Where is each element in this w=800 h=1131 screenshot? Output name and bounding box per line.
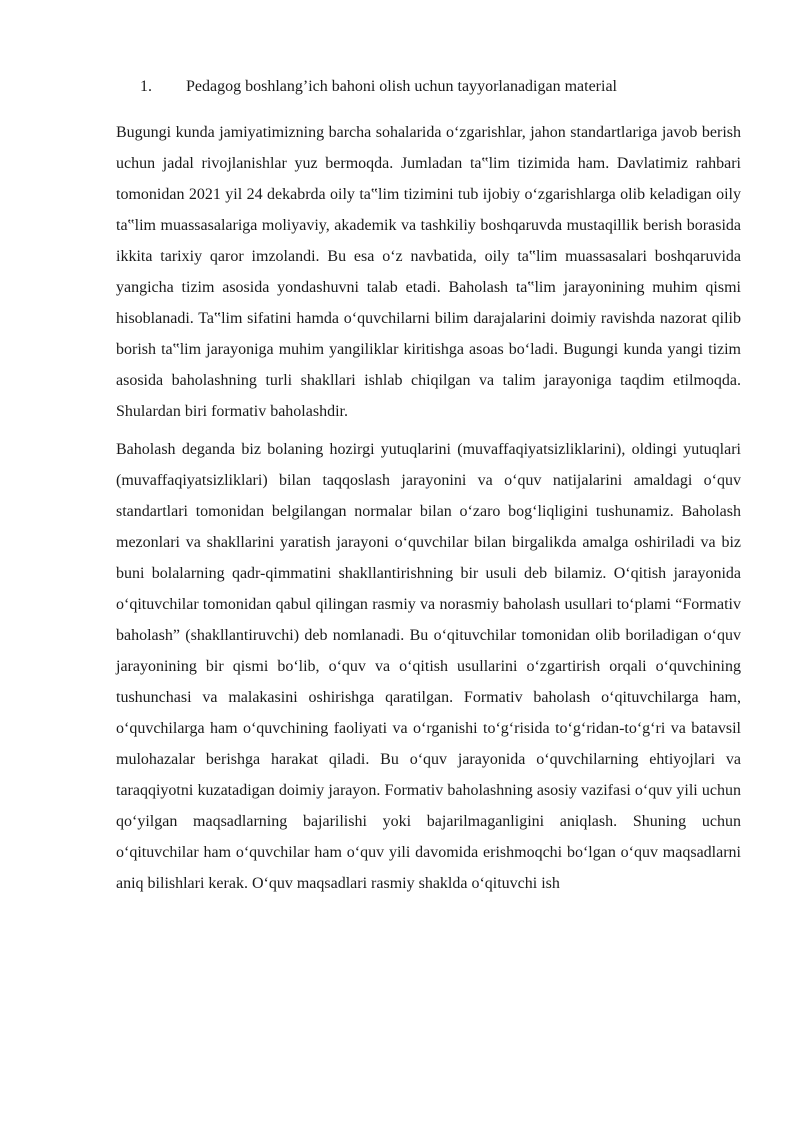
paragraph: Baholash deganda biz bolaning hozirgi yutuqlarini (muvaffaqiyatsizliklarini), oldingi yutuqlari (muvaffaqiyatsizliklari) bilan taqqoslash jarayonini va o‘quv natijalarini amaldagi o‘quv standartlari tomonidan belgilangan normalar bilan o‘zaro bog‘liqligini tushunamiz. Baholash mezonlari va shakllarini yaratish jarayoni o‘quvchilar bilan birgalikda amalga oshiriladi va biz buni bolalarning qadr-qimmatini shakllantirishning bir usuli deb bilamiz. O‘qitish jarayonida o‘qituvchilar tomonidan qabul qilingan rasmiy va norasmiy baholash usullari to‘plami “Formativ baholash” (shakllantiruvchi) deb nomlanadi. Bu o‘qituvchilar tomonidan olib boriladigan o‘quv jarayonining bir qismi bo‘lib, o‘quv va o‘qitish usullarini o‘zgartirish orqali o‘quvchining tushunchasi va malakasini oshirishga qaratilgan. Formativ baholash o‘qituvchilarga ham, o‘quvchilarga ham o‘quvchining faoliyati va o‘rganishi to‘g‘risida to‘g‘ridan-to‘g‘ri va batavsil mulohazalar berishga harakat qiladi. Bu o‘quv jarayonida o‘quvchilarning ehtiyojlari va taraqqiyotni kuzatadigan doimiy jarayon. Formativ baholashning asosiy vazifasi o‘quv yili uchun qo‘yilgan maqsadlarning bajarilishi yoki bajarilmaganligini aniqlash. Shuning uchun o‘qituvchilar ham o‘quvchilar ham o‘quv yili davomida erishmoqchi bo‘lgan o‘quv maqsadlarni aniq bilishlari kerak. O‘quv maqsadlari rasmiy shaklda o‘qituvchi ish	[116, 441, 741, 892]
section-heading	[140, 76, 617, 98]
paragraph: Bugungi kunda jamiyatimizning barcha sohalarida o‘zgarishlar, jahon standartlariga javob berish uchun jadal rivojlanishlar yuz bermoqda. Jumladan ta‟lim tizimida ham. Davlatimiz rahbari tomonidan 2021 yil 24 dekabrda oily ta‟lim tizimini tub ijobiy o‘zgarishlarga olib keladigan oily ta‟lim muassasalariga moliyaviy, akademik va tashkiliy boshqaruvda mustaqillik berish borasida ikkita tarixiy qaror imzolandi. Bu esa o‘z navbatida, oily ta‟lim muassasalari boshqaruvida yangicha tizim asosida yondashuvni talab etadi. Baholash ta‟lim jarayonining muhim qismi hisoblanadi. Ta‟lim sifatini hamda o‘quvchilarni bilim darajalarini doimiy ravishda nazorat qilib borish ta‟lim jarayoniga muhim yangiliklar kiritishga asoas bo‘ladi. Bugungi kunda yangi tizim asosida baholashning turli shakllari ishlab chiqilgan va talim jarayoniga taqdim etilmoqda. Shulardan biri formativ baholashdir.	[116, 124, 741, 420]
section-number: 1.	[140, 78, 152, 95]
document-body	[116, 117, 741, 906]
section-title: Pedagog boshlang’ich bahoni olish uchun tayyorlanadigan material	[186, 78, 617, 95]
